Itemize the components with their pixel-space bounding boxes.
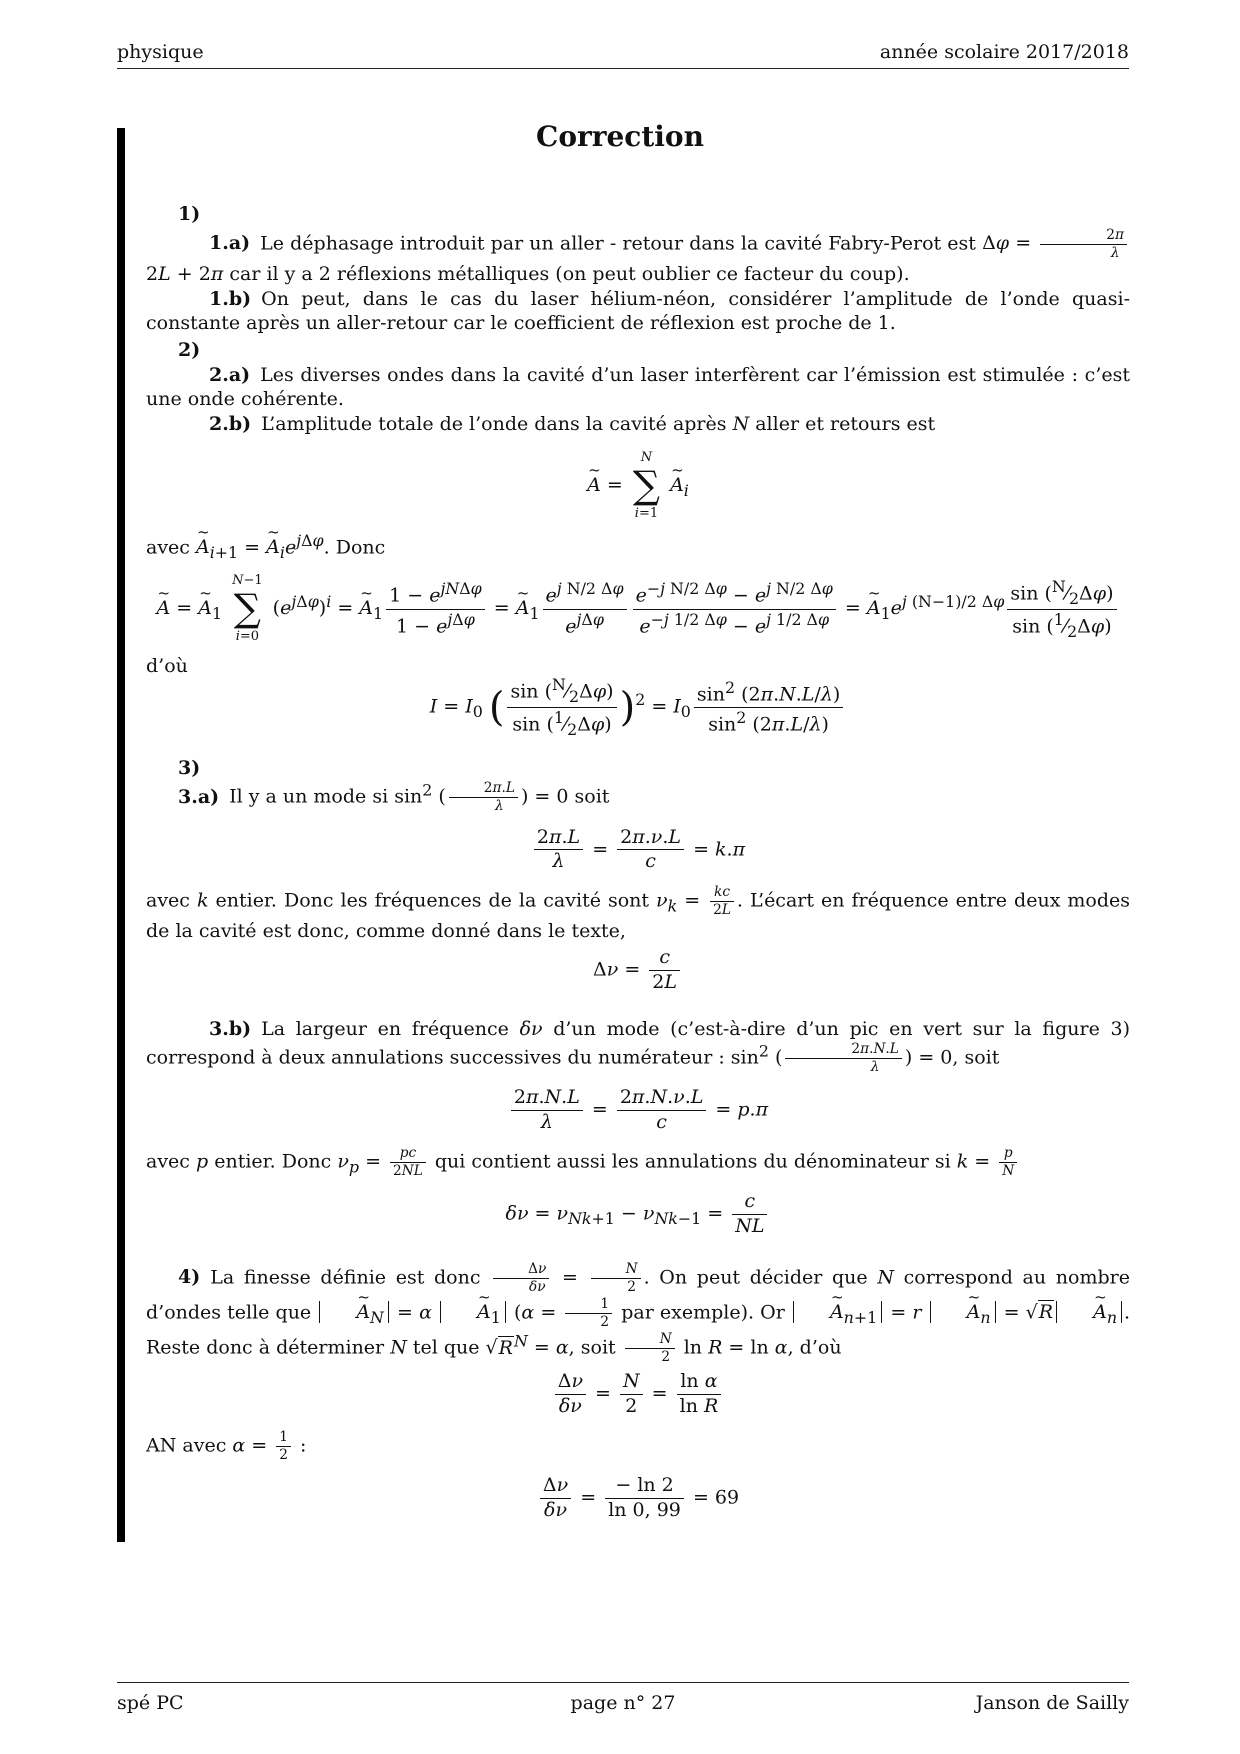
mode-frequencies-avec: avec	[146, 889, 190, 912]
footer-page-number: page n° 27	[570, 1692, 676, 1714]
header-school-year: année scolaire 2017/2018	[879, 41, 1129, 63]
mode-spacing-text: . L’écart en fréquence entre deux modes de la cavité est donc, comme donné dans le texte,	[146, 889, 1131, 943]
question-4-paren: par exemple). Or	[621, 1301, 785, 1324]
mode-frequencies: avec k entier. Donc les fréquences de la cavité sont $\nu_k$ = $\frac{kc}{2L}$ . L’écart en fréquence entre deux modes de la cavité est donc, comme donné dans le texte,	[146, 884, 1131, 943]
equation-geometric-series: ~ A = ~ $A_1$ N−1 ∑ i=0 $(e^{j\Delta\varphi})^i$ = ~ $A_1$ $\frac{1 - e^{jN\Delta\varphi}}{1 - e^{j\Delta\varphi}}$ = ~ $A_1$ $\frac{e^{j N/2 \Delta\varphi}}{e^{j\Delta\varphi}}$ $\frac{e^{-j N/2 \Delta\varphi} - e^{j N/2 \Delta\varphi}}{e^{-j 1/2 \Delta\varphi} - e^{j 1/2 \Delta\varphi}}$ = ~ $A_1e^{j (N-1)/2 \Delta\varphi}$ $\frac{\sin (^N⁄_2\Delta\varphi)}{\sin (^1⁄_2\Delta\varphi)}$	[146, 574, 1130, 644]
header-subject: physique	[117, 41, 204, 63]
question-3a: 3.a) Il y a un mode si $\sin^2$ ( $\frac{2\pi.L}{\lambda}$ ) = 0 soit	[178, 780, 610, 815]
question-4-dou: , d’où	[787, 1336, 842, 1359]
numerator-zeros-text-2: qui contient aussi les annulations du dénominateur si	[434, 1150, 951, 1173]
question-2a-label: 2.a)	[209, 363, 251, 386]
numerator-zeros: avec p entier. Donc $\nu_p$ = $\frac{pc}{2NL}$ qui contient aussi les annulations du dénominateur si k = $\frac{p}{N}$	[146, 1145, 1130, 1180]
recurrence-avec: avec	[146, 536, 190, 559]
finesse-result: 69	[714, 1486, 740, 1509]
question-3a-text-1: Il y a un mode si	[229, 785, 389, 808]
page-title: Correction	[536, 120, 704, 153]
footer-school: Janson de Sailly	[975, 1692, 1129, 1714]
question-1a-text-2: car il y a 2 réflexions métalliques (on peut oublier ce facteur du coup).	[229, 262, 910, 285]
question-3a-label: 3.a)	[178, 785, 220, 808]
question-4-text-3: correspond au nombre d’ondes telle que	[146, 1266, 1130, 1324]
equation-intensity: $I = I_0$ ( $\frac{\sin (^N⁄_2\Delta\varphi)}{\sin (^1⁄_2\Delta\varphi)}$ )$^2 = I_0$ $\frac{\sin^2 (2\pi.N.L/\lambda)}{\sin^2 (2\pi.L/\lambda)}$	[146, 675, 1130, 740]
correction-body	[146, 200, 1130, 1533]
equation-linewidth: $\delta\nu = \nu_{Nk+1} - \nu_{Nk-1}$ = $\frac{c}{NL}$	[146, 1190, 1130, 1239]
section-4-number: 4)	[178, 1266, 201, 1289]
question-3b-text-2: d’un mode (c’est-à-dire d’un pic en vert sur la figure 3) correspond à deux annulations successives du numérateur :	[146, 1017, 1130, 1069]
equation-mode-spacing: Δν = $\frac{c}{2L}$	[146, 946, 1130, 995]
footer-class: spé PC	[117, 1692, 184, 1714]
recurrence-line: avec ~ $A_{i+1}$ = ~ $A_ie^{j\Delta\varphi}$. Donc	[146, 531, 1130, 564]
equation-finesse-value: $\frac{\Delta\nu}{\delta\nu}$ = $\frac{- \ln 2}{\ln 0, 99}$ = 69	[146, 1474, 1130, 1523]
margin-bar	[117, 128, 125, 1542]
question-4: 4) La finesse définie est donc $\frac{\Delta\nu}{\delta\nu}$ = $\frac{N}{2}$ . On peut décider que N correspond au nombre d’ondes telle que ~ $A_N = \alpha$ ~ $A_1$ (α = $\frac{1}{2}$ par exemple). Or ~ $A_{n+1} = r$ ~ $A_n$ = √R~ $A_n$ . Reste donc à déterminer N tel que $√R^N = \alpha$, soit $\frac{N}{2}$ ln R = ln α, d’où	[146, 1261, 1130, 1367]
page-footer	[117, 1682, 1129, 1713]
question-4-soit: , soit	[568, 1336, 616, 1359]
question-4-text-5: tel que	[412, 1336, 480, 1359]
question-1a-label: 1.a)	[209, 232, 251, 255]
question-1a	[146, 227, 1130, 287]
page-header	[117, 38, 1129, 69]
question-2b-label: 2.b)	[209, 413, 252, 436]
ln099-term: ln 0, 99	[608, 1498, 681, 1521]
numerator-zeros-avec: avec	[146, 1150, 190, 1173]
numerator-zeros-text: entier. Donc	[214, 1150, 332, 1173]
mode-frequencies-text: entier. Donc les fréquences de la cavité sont	[215, 889, 650, 912]
section-1-number: 1)	[178, 203, 201, 225]
question-2a	[146, 363, 1130, 412]
question-1b-text: On peut, dans le cas du laser hélium-néon, considérer l’amplitude de l’onde quasi-constante après un aller-retour car le coefficient de réflexion est proche de 1.	[146, 287, 1130, 335]
ln2-term: ln 2	[637, 1474, 674, 1496]
question-3b-text-3: , soit	[952, 1046, 1000, 1069]
question-2b-text-1: L’amplitude totale de l’onde dans la cavité après	[261, 413, 727, 436]
equation-phase-shift: Δφ = $\frac{2\pi}{\lambda}$ 2L + 2π	[146, 232, 1130, 285]
question-4-text-1: La finesse définie est donc	[210, 1266, 481, 1289]
equation-mode-condition: $\frac{2\pi.L}{\lambda}$ = $\frac{2\pi.\nu.L}{c}$ = k.π	[146, 826, 1130, 875]
question-4-text-2: . On peut décider que	[643, 1266, 868, 1289]
question-4-text-4: . Reste donc à déterminer	[146, 1301, 1131, 1359]
question-1a-text: Le déphasage introduit par un aller - retour dans la cavité Fabry-Perot est	[260, 232, 976, 255]
numerical-application: AN avec α = $\frac{1}{2}$ :	[146, 1428, 307, 1463]
question-3a-text-2: soit	[574, 785, 610, 808]
question-3b-text-1: La largeur en fréquence	[261, 1017, 509, 1040]
question-1b	[146, 287, 1130, 336]
section-2-number: 2)	[178, 338, 201, 361]
question-1b-label: 1.b)	[209, 287, 252, 310]
equation-amplitude-sum: ~ A = N ∑ i=1 ~ $A_i$	[146, 451, 1130, 521]
equation-numerator-zero: $\frac{2\pi.N.L}{\lambda}$ = $\frac{2\pi.N.\nu.L}{c}$ = p.π	[146, 1086, 1130, 1135]
question-2b-text-2: aller et retours est	[755, 413, 936, 436]
section-3-number: 3)	[178, 756, 201, 779]
equation-finesse: $\frac{\Delta\nu}{\delta\nu}$ = $\frac{N}{2}$ = $\frac{\text{ln α}}{\text{ln R}}$	[146, 1370, 1130, 1419]
numerical-application-label: AN avec	[146, 1434, 227, 1457]
recurrence-donc: . Donc	[323, 536, 386, 559]
dou-line: d’où	[146, 655, 188, 678]
question-3b-label: 3.b)	[209, 1017, 252, 1040]
question-2b: 2.b) L’amplitude totale de l’onde dans la cavité après N aller et retours est	[209, 413, 936, 436]
question-3b: 3.b) La largeur en fréquence δν d’un mode (c’est-à-dire d’un pic en vert sur la figure 3) correspond à deux annulations successives du numérateur : $\sin^2$ ( $\frac{2\pi.N.L}{\lambda}$ ) = 0, soit	[146, 1017, 1130, 1076]
question-2a-text: Les diverses ondes dans la cavité d’un laser interfèrent car l’émission est stimulée : c’est une onde cohérente.	[146, 363, 1130, 411]
